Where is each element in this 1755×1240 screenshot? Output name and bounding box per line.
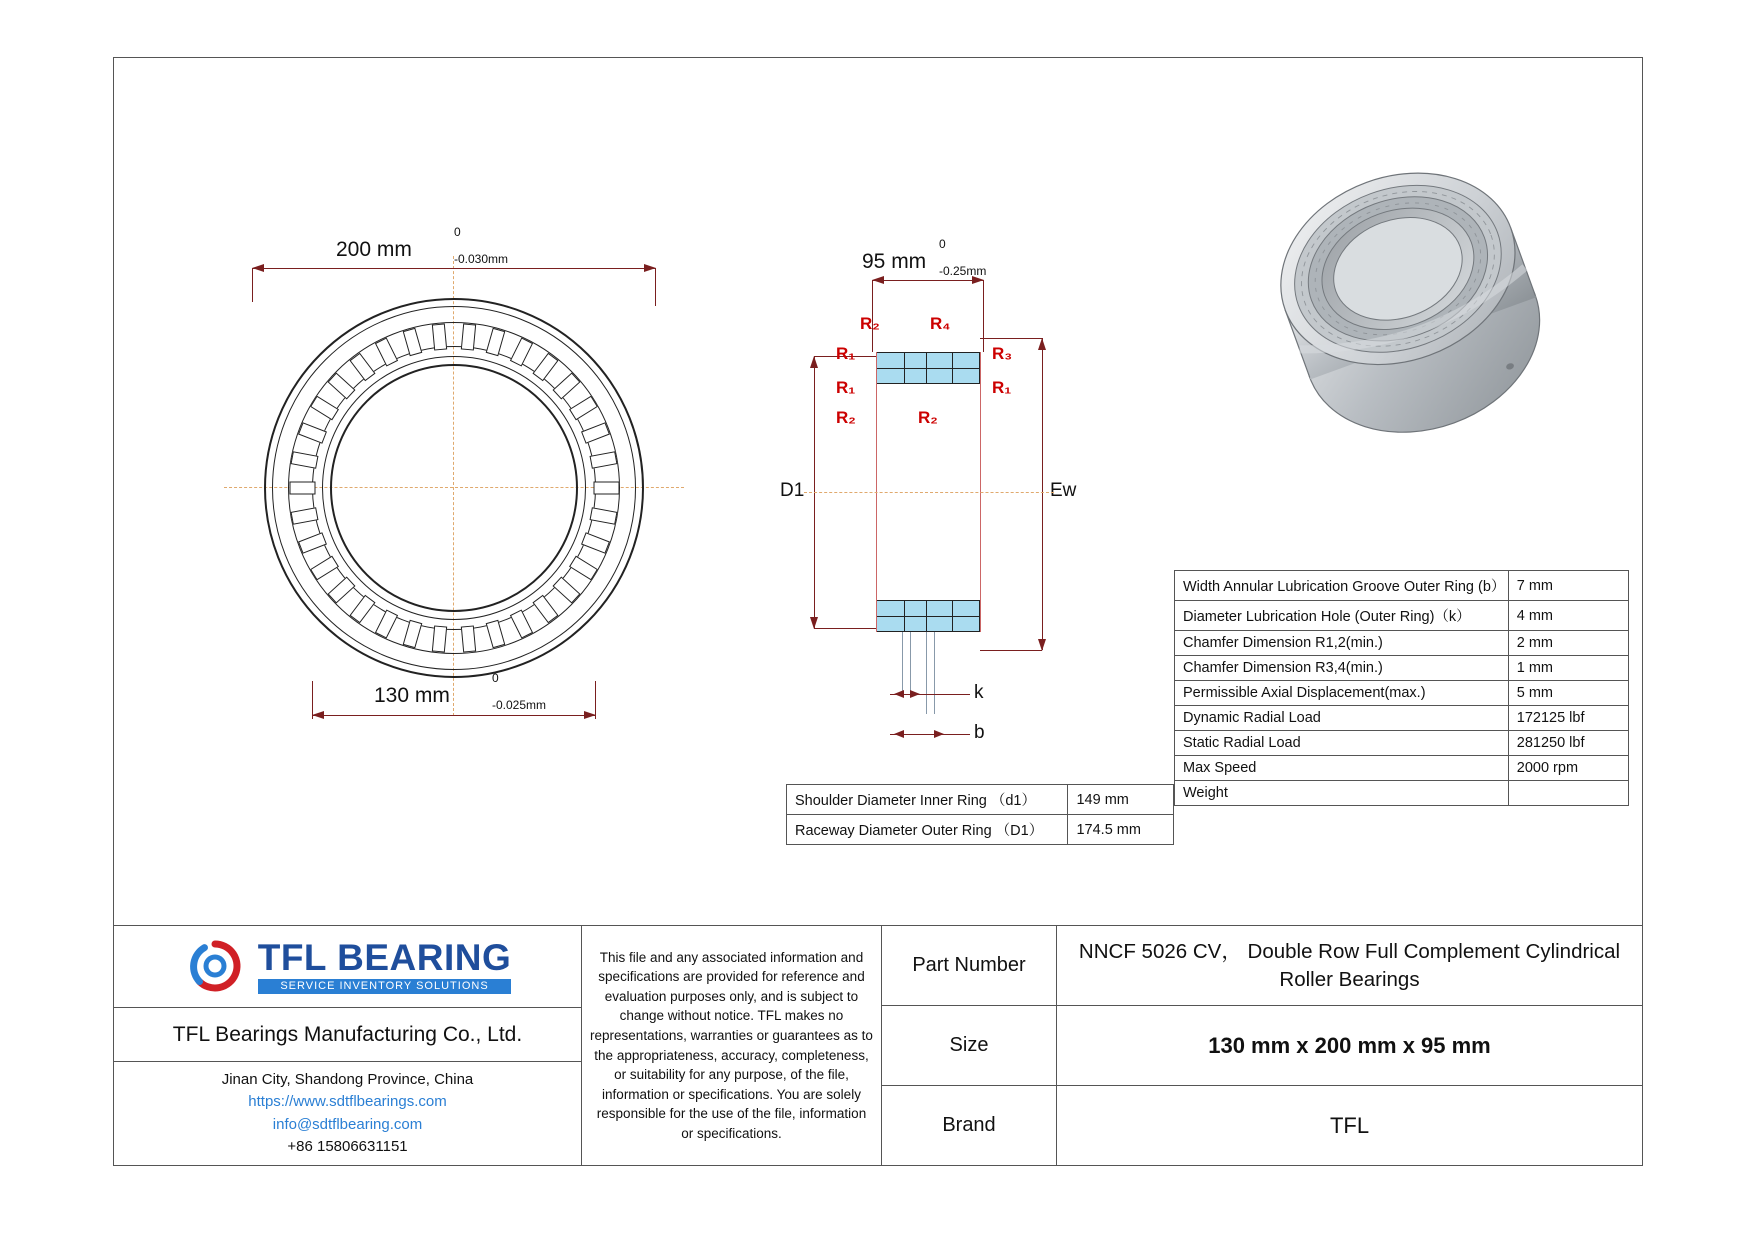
part-number-label: Part Number xyxy=(882,926,1057,1005)
bearing-3d-render xyxy=(1234,148,1594,478)
spec-table-row xyxy=(1175,706,1629,731)
width-dim-line xyxy=(872,280,984,281)
roller-element xyxy=(533,595,559,624)
ew-label: Ew xyxy=(1050,480,1077,501)
specification-table xyxy=(1174,570,1629,806)
roller-element xyxy=(403,328,423,357)
spec-row-label: Dynamic Radial Load xyxy=(1175,706,1509,731)
roller-element xyxy=(432,626,447,653)
d1-label: D1 xyxy=(780,480,805,501)
spec-row-label: Width Annular Lubrication Groove Outer Ring (b） xyxy=(1175,571,1509,601)
roller-element xyxy=(298,532,327,554)
r4-top-label: R₄ xyxy=(930,314,951,333)
roller-element xyxy=(298,422,327,444)
spec-table-row xyxy=(1175,631,1629,656)
section-view-drawing xyxy=(780,237,1134,748)
outer-tol-upper: 0 xyxy=(454,225,461,239)
spec-row-label: Max Speed xyxy=(1175,756,1509,781)
roller-element xyxy=(589,451,617,469)
roller-element xyxy=(349,352,375,381)
company-contact-block xyxy=(114,1062,581,1165)
dimension-table xyxy=(786,784,1174,845)
company-phone: +86 15806631151 xyxy=(287,1138,408,1155)
roller-element xyxy=(510,610,533,639)
section-center-axis xyxy=(804,492,1054,493)
roller-element-group xyxy=(288,322,620,654)
width-ext-right xyxy=(983,280,984,352)
r1-right-lower-label: R₁ xyxy=(992,378,1012,397)
outer-tol-lower: -0.030mm xyxy=(454,251,509,266)
roller-element xyxy=(569,396,598,421)
spec-row-label: Static Radial Load xyxy=(1175,731,1509,756)
dimension-row-label: Raceway Diameter Outer Ring （D1） xyxy=(787,815,1068,845)
bearing-3d-svg xyxy=(1234,148,1594,478)
roller-element xyxy=(552,577,580,604)
width-tol-lower: -0.25mm xyxy=(939,263,987,278)
spec-table-row xyxy=(1175,571,1629,601)
roller-element xyxy=(552,372,580,399)
dimension-table-row xyxy=(787,785,1174,815)
spec-row-value: 7 mm xyxy=(1508,571,1628,601)
logo-sub-text: SERVICE INVENTORY SOLUTIONS xyxy=(258,979,512,994)
roller-element xyxy=(460,626,475,653)
roller-element xyxy=(533,352,559,381)
spec-row-value: 4 mm xyxy=(1508,601,1628,631)
size-label: Size xyxy=(882,1006,1057,1085)
r3-right-label: R₃ xyxy=(992,344,1013,363)
spec-row-label: Chamfer Dimension R1,2(min.) xyxy=(1175,631,1509,656)
outer-dim-ext-left xyxy=(252,268,253,302)
r2-bottom-mid-label: R₂ xyxy=(918,408,938,427)
dimension-row-value: 149 mm xyxy=(1068,785,1174,815)
spec-table-row xyxy=(1175,601,1629,631)
spec-row-label: Weight xyxy=(1175,781,1509,806)
roller-element xyxy=(349,595,375,624)
bore-diameter-dim-line xyxy=(312,715,596,716)
dimension-table-row xyxy=(787,815,1174,845)
ew-dim-line xyxy=(1042,338,1043,650)
roller-element xyxy=(375,337,398,366)
spec-row-label: Permissible Axial Displacement(max.) xyxy=(1175,681,1509,706)
roller-element xyxy=(581,422,610,444)
brand-row xyxy=(882,1086,1642,1165)
brand-value: TFL xyxy=(1329,1112,1370,1138)
dimension-row-label: Shoulder Diameter Inner Ring （d1） xyxy=(787,785,1068,815)
roller-element xyxy=(375,610,398,639)
roller-element xyxy=(310,556,339,581)
part-number-value: NNCF 5026 CV， Double Row Full Complement Cylindrical Roller Bearings xyxy=(1078,939,1621,991)
r1-left-lower-label: R₁ xyxy=(836,378,856,397)
roller-element xyxy=(486,328,506,357)
size-row xyxy=(882,1006,1642,1086)
roller-element xyxy=(291,507,319,525)
bore-tol-lower: -0.025mm xyxy=(492,697,547,712)
part-number-row xyxy=(882,926,1642,1006)
spec-row-label: Diameter Lubrication Hole (Outer Ring)（k） xyxy=(1175,601,1509,631)
product-info-column xyxy=(882,926,1642,1165)
spec-table-row xyxy=(1175,656,1629,681)
width-tol-upper: 0 xyxy=(939,237,946,251)
roller-element xyxy=(328,372,356,399)
roller-element xyxy=(403,620,423,649)
company-website[interactable]: https://www.sdtflbearings.com xyxy=(248,1093,447,1110)
roller-element xyxy=(460,323,475,350)
spec-row-value: 281250 lbf xyxy=(1508,731,1628,756)
b-label: b xyxy=(974,722,985,743)
company-name: TFL Bearings Manufacturing Co., Ltd. xyxy=(114,1008,581,1062)
spec-row-value: 172125 lbf xyxy=(1508,706,1628,731)
spec-row-label: Chamfer Dimension R3,4(min.) xyxy=(1175,656,1509,681)
logo-main-text: TFL BEARING xyxy=(257,937,512,978)
size-value: 130 mm x 200 mm x 95 mm xyxy=(1208,1032,1491,1058)
title-block-company-column xyxy=(114,926,582,1165)
outer-diameter-dim-line xyxy=(252,268,656,269)
spec-table-row xyxy=(1175,731,1629,756)
disclaimer-text: This file and any associated information and specifications are provided for reference and evaluation purposes only, and is subject to change without notice. TFL makes no representations, warranties or guarantees as to the appropriateness, accuracy, completeness, or suitability for any purpose, of the file, information or specifications. You are solely responsible for the use of the file, information or specifications. xyxy=(582,926,882,1165)
r2-top-left-label: R₂ xyxy=(860,314,880,333)
roller-element xyxy=(291,451,319,469)
outer-dim-ext-right xyxy=(655,268,656,306)
spec-table-row xyxy=(1175,781,1629,806)
roller-element xyxy=(569,556,598,581)
dimension-row-value: 174.5 mm xyxy=(1068,815,1174,845)
k-label: k xyxy=(974,682,984,703)
brand-label: Brand xyxy=(882,1086,1057,1165)
spec-row-value: 2 mm xyxy=(1508,631,1628,656)
outer-diameter-value: 200 mm xyxy=(336,238,412,261)
roller-element xyxy=(486,620,506,649)
company-address: Jinan City, Shandong Province, China xyxy=(221,1070,474,1088)
roller-element xyxy=(589,507,617,525)
tfl-logo-icon xyxy=(184,938,246,996)
company-email[interactable]: info@sdtflbearing.com xyxy=(272,1115,423,1133)
bore-tol-upper: 0 xyxy=(492,671,499,685)
spec-row-value: 2000 rpm xyxy=(1508,756,1628,781)
roller-element xyxy=(310,396,339,421)
company-logo xyxy=(114,926,581,1008)
roller-element xyxy=(328,577,356,604)
spec-table-row xyxy=(1175,756,1629,781)
drawing-sheet xyxy=(113,57,1643,1166)
spec-row-value: 5 mm xyxy=(1508,681,1628,706)
spec-table-row xyxy=(1175,681,1629,706)
roller-element xyxy=(593,482,619,495)
roller-element xyxy=(432,323,447,350)
front-view-drawing xyxy=(264,225,684,718)
spec-row-value xyxy=(1508,781,1628,806)
spec-row-value: 1 mm xyxy=(1508,656,1628,681)
r1-top-left-label: R₁ xyxy=(836,344,856,363)
roller-element xyxy=(289,482,315,495)
title-block xyxy=(114,925,1642,1165)
width-value: 95 mm xyxy=(862,250,927,273)
r2-bottom-left-label: R₂ xyxy=(836,408,856,427)
roller-element xyxy=(510,337,533,366)
roller-element xyxy=(581,532,610,554)
bore-diameter-value: 130 mm xyxy=(374,684,450,707)
